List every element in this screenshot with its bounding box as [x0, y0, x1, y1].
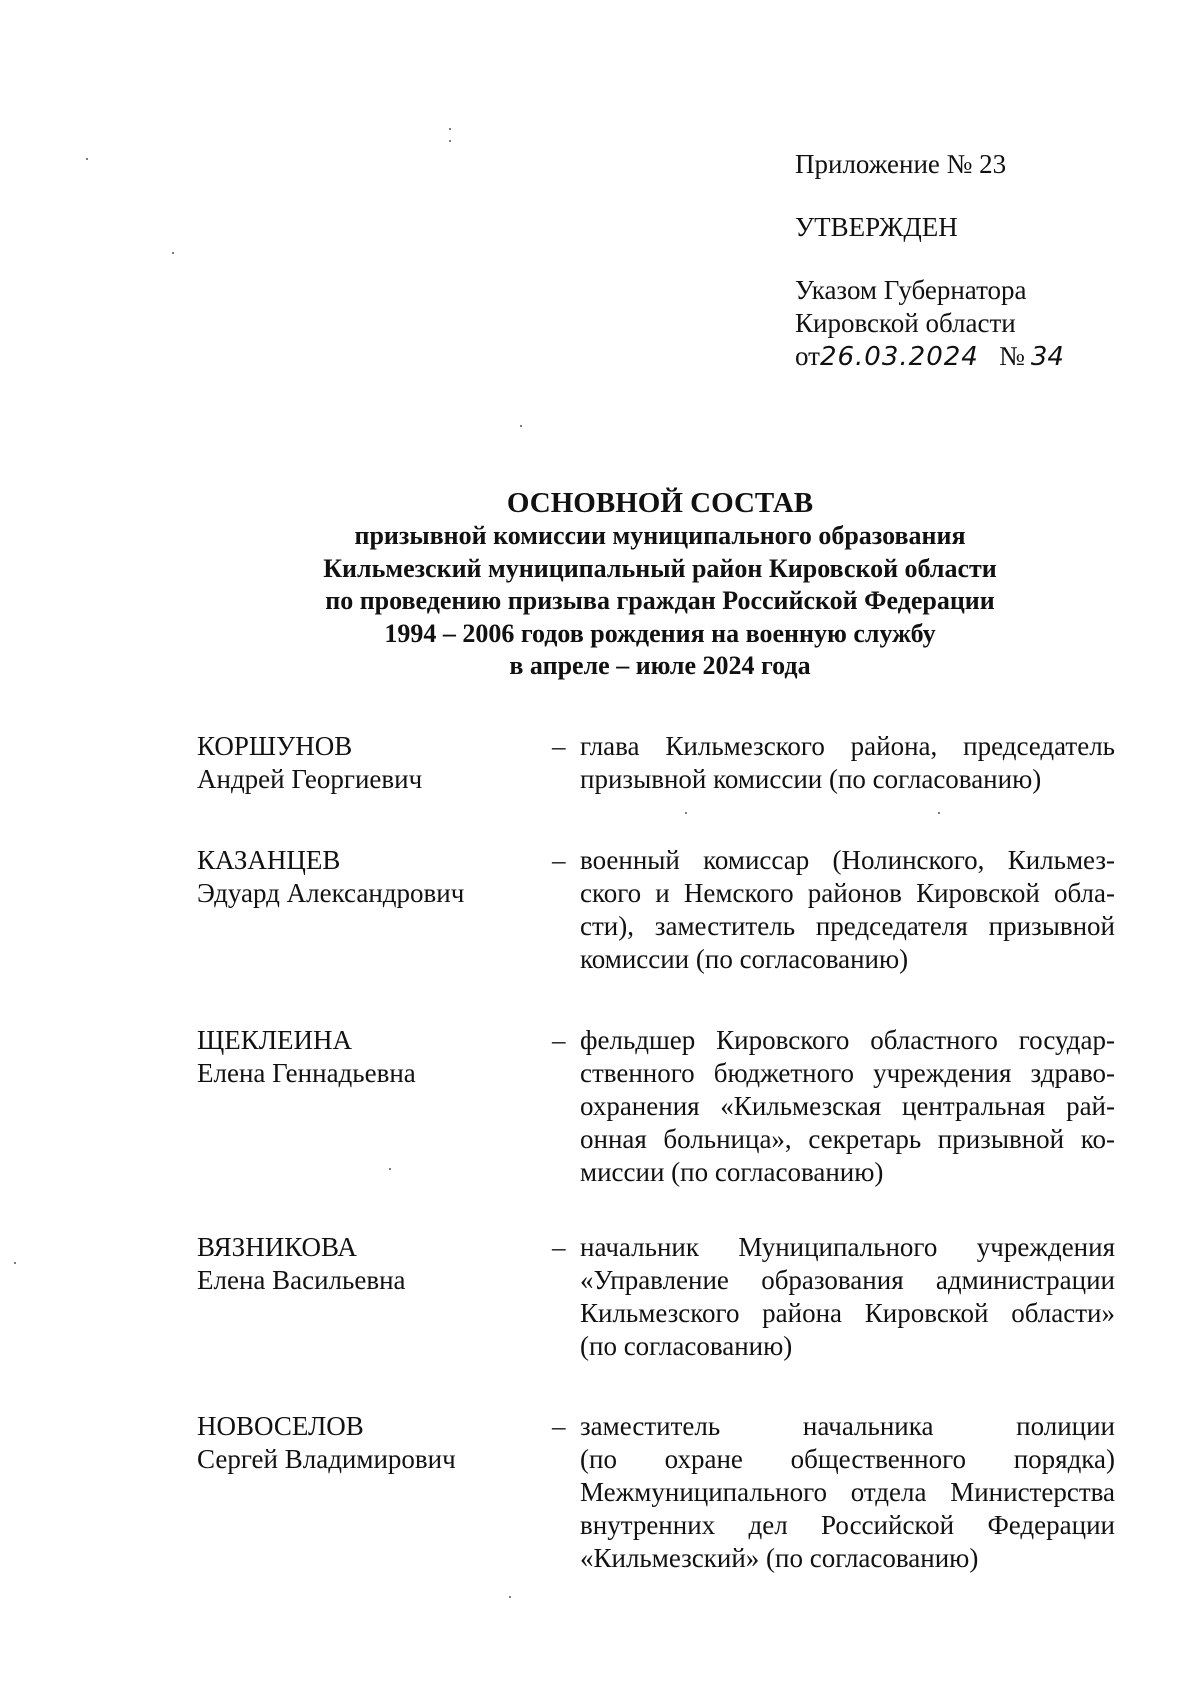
member-name: [197, 1410, 527, 1476]
approval-header: [795, 148, 1135, 374]
scan-speck: [172, 252, 174, 254]
position-line: начальник Муниципального учреждения: [580, 1232, 1115, 1262]
member-position: [580, 1024, 1115, 1189]
member-position: [580, 1410, 1115, 1575]
position-line: «Управление образования администрации: [580, 1265, 1115, 1295]
member-given-name: Елена Геннадьевна: [197, 1058, 416, 1088]
member-dash: –: [552, 1411, 566, 1441]
title-line-4: 1994 – 2006 годов рождения на военную службу: [384, 618, 936, 648]
scan-speck: [86, 158, 88, 160]
member-dash: –: [552, 731, 566, 761]
scan-speck: [449, 128, 451, 130]
member-surname: ЩЕКЛЕИНА: [197, 1025, 353, 1055]
position-line: (по охране общественного порядка): [580, 1444, 1115, 1474]
scan-speck: [938, 812, 940, 814]
member-surname: КАЗАНЦЕВ: [197, 845, 341, 875]
title-line-5: в апреле – июле 2024 года: [509, 651, 811, 680]
position-line: фельдшер Кировского областного государ-: [580, 1025, 1115, 1055]
position-line: охранения «Кильмезская центральная рай-: [580, 1091, 1115, 1121]
number-prefix: №: [999, 341, 1025, 371]
position-line: «Кильмезский» (по согласованию): [580, 1543, 979, 1573]
scan-speck: [449, 140, 451, 142]
member-position: [580, 1231, 1115, 1363]
document-title: [200, 486, 1120, 683]
member-name: [197, 1024, 527, 1090]
member-surname: КОРШУНОВ: [197, 731, 353, 761]
member-given-name: Андрей Георгиевич: [197, 764, 423, 794]
handwritten-date: 26.03.2024: [819, 342, 979, 372]
position-line: ственного бюджетного учреждения здраво-: [580, 1058, 1115, 1088]
title-main: ОСНОВНОЙ СОСТАВ: [506, 487, 814, 519]
member-surname: НОВОСЕЛОВ: [197, 1411, 364, 1441]
approved-label: УТВЕРЖДЕН: [795, 212, 958, 242]
member-name: [197, 730, 527, 796]
member-dash: –: [552, 1025, 566, 1055]
position-line: миссии (по согласованию): [580, 1157, 884, 1187]
position-line: призывной комиссии (по согласованию): [580, 764, 1042, 794]
appendix-number: Приложение № 23: [795, 149, 1007, 179]
decree-line-1: Указом Губернатора: [795, 275, 1027, 305]
position-line: (по согласованию): [580, 1331, 793, 1361]
position-line: комиссии (по согласованию): [580, 944, 909, 974]
member-given-name: Сергей Владимирович: [197, 1444, 456, 1474]
scan-speck: [520, 425, 522, 427]
decree-date-line: [795, 340, 1135, 374]
member-surname: ВЯЗНИКОВА: [197, 1232, 357, 1262]
position-line: внутренних дел Российской Федерации: [580, 1510, 1115, 1540]
scan-speck: [14, 1262, 16, 1264]
title-line-3: по проведению призыва граждан Российской Федерации: [325, 586, 995, 615]
position-line: ского и Немского районов Кировской обла-: [580, 878, 1115, 908]
position-line: глава Кильмезского района, председатель: [580, 731, 1115, 761]
member-name: [197, 1231, 527, 1297]
scan-speck: [389, 1168, 391, 1170]
member-dash: –: [552, 845, 566, 875]
position-line: Межмуниципального отдела Министерства: [580, 1477, 1115, 1507]
member-position: [580, 844, 1115, 976]
member-position: [580, 730, 1115, 796]
position-line: онная больница», секретарь призывной ко-: [580, 1124, 1115, 1154]
position-line: заместитель начальника полиции: [580, 1411, 1115, 1441]
member-dash: –: [552, 1232, 566, 1262]
position-line: военный комиссар (Нолинского, Кильмез-: [580, 845, 1115, 875]
title-line-1: призывной комиссии муниципального образования: [354, 521, 966, 550]
position-line: Кильмезского района Кировской области»: [580, 1298, 1115, 1328]
scan-speck: [685, 812, 687, 814]
title-line-2: Кильмезский муниципальный район Кировской области: [323, 553, 997, 583]
date-prefix: от: [795, 341, 820, 371]
member-given-name: Эдуард Александрович: [197, 878, 465, 908]
member-given-name: Елена Васильевна: [197, 1265, 406, 1295]
decree-line-2: Кировской области: [795, 308, 1016, 338]
scan-speck: [509, 1596, 511, 1598]
handwritten-number: 34: [1030, 342, 1064, 372]
position-line: сти), заместитель председателя призывной: [580, 911, 1115, 941]
member-name: [197, 844, 527, 910]
